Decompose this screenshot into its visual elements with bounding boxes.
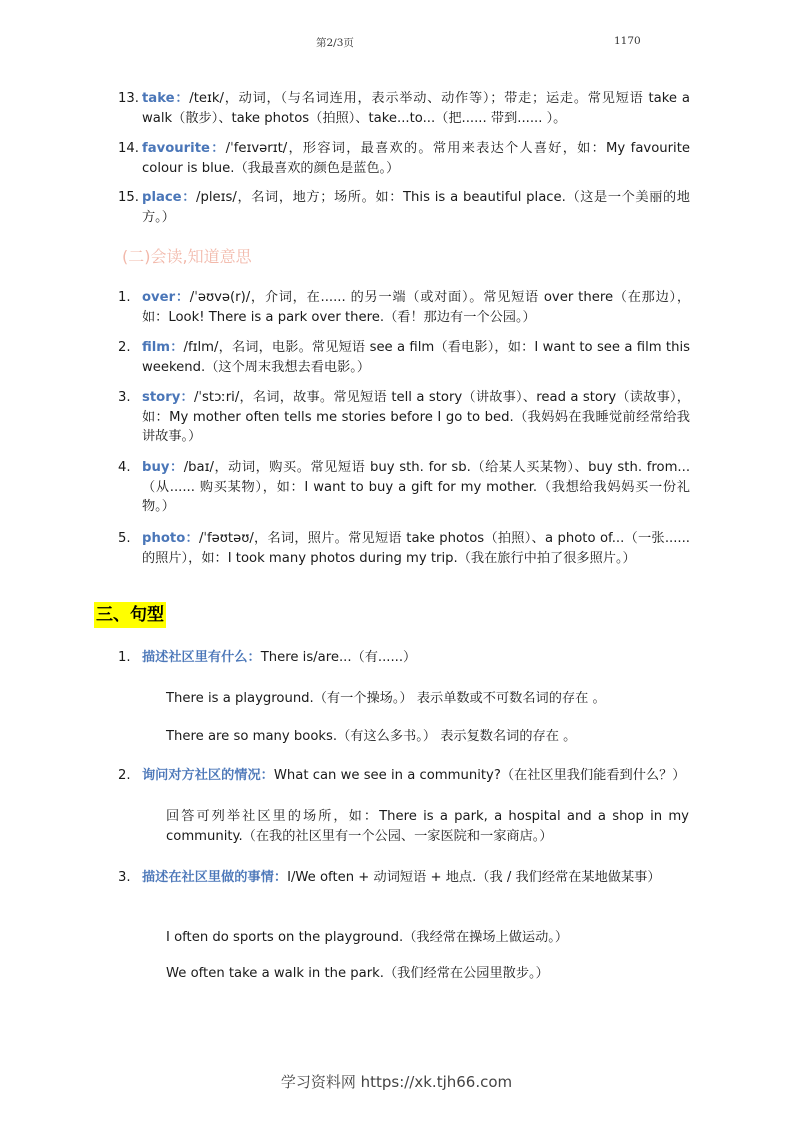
- item-number: 3.: [118, 870, 131, 885]
- vocab-sep: ：: [169, 460, 184, 475]
- item-number: 3.: [118, 390, 131, 405]
- item-number: 5.: [118, 531, 131, 546]
- section-three-heading: 三、句型: [94, 602, 166, 628]
- pattern-item: [118, 648, 690, 668]
- pattern-text: I/We often + 动词短语 + 地点.（我 / 我们经常在某地做某事）: [287, 870, 661, 885]
- item-number: 15.: [118, 190, 139, 205]
- vocab-word: film: [142, 340, 171, 355]
- vocab-definition: /fɪlm/，名词，电影。常见短语 see a film（看电影），如：I want to see a film this weekend.（这个周末我想去看电影。）: [142, 340, 690, 375]
- vocab-item: [118, 139, 690, 178]
- example-sentence: There are so many books.（有这么多书。） 表示复数名词的存在 。: [166, 729, 577, 744]
- vocab-word: buy: [142, 460, 170, 475]
- example-sentence: 回答可列举社区里的场所，如：There is a park, a hospital and a shop in my community.（在我的社区里有一个公园、一家医院和一家商店。）: [166, 809, 689, 844]
- vocab-item: [118, 458, 691, 517]
- vocab-sep: ：: [185, 531, 199, 546]
- page-footer: 学习资料网 https://xk.tjh66.com: [280, 1073, 513, 1091]
- vocab-definition: /teɪk/，动词，（与名词连用，表示举动、动作等）；带走；运走。常见短语 take a walk（散步）、take photos（拍照）、take...to...（把...... 带到...... ）。: [142, 91, 690, 126]
- vocab-definition: /pleɪs/，名词，地方；场所。如：This is a beautiful place.（这是一个美丽的地方。）: [142, 190, 690, 225]
- vocab-item: [118, 89, 690, 128]
- vocab-sep: ：: [181, 190, 197, 205]
- vocab-word: photo: [142, 531, 186, 546]
- vocab-sep: ：: [174, 91, 190, 106]
- vocab-definition: /ˈstɔːri/，名词，故事。常见短语 tell a story（讲故事）、read a story（读故事），如：My mother often tells me stories before I go to bed.（我妈妈在我睡觉前经常给我讲故事。）: [142, 390, 690, 444]
- example-sentence: We often take a walk in the park.（我们经常在公园里散步。）: [166, 966, 549, 981]
- item-number: 2.: [118, 768, 131, 783]
- item-number: 2.: [118, 340, 131, 355]
- vocab-definition: /baɪ/，动词，购买。常见短语 buy sth. for sb.（给某人买某物）、buy sth. from...（从...... 购买某物），如：I want to buy a gift for my mother.（我想给我妈妈买一份礼物。）: [142, 460, 691, 514]
- vocab-sep: ：: [170, 340, 184, 355]
- item-number: 14.: [118, 141, 139, 156]
- pattern-title: 询问对方社区的情况：: [142, 768, 274, 783]
- vocab-sep: ：: [175, 290, 190, 305]
- page-number: 第2/3页: [316, 37, 354, 49]
- pattern-text: There is/are...（有......）: [260, 650, 417, 665]
- vocab-definition: /ˈfeɪvərɪt/，形容词，最喜欢的。常用来表达个人喜好，如：My favourite colour is blue.（我最喜欢的颜色是蓝色。）: [142, 141, 690, 176]
- document-id: 1170: [614, 35, 641, 47]
- pattern-text: What can we see in a community?（在社区里我们能看到什么？）: [273, 768, 686, 783]
- section-two-heading: (二)会读,知道意思: [122, 247, 252, 266]
- pattern-title: 描述社区里有什么：: [142, 650, 261, 665]
- example-sentence: I often do sports on the playground.（我经常在操场上做运动。）: [166, 930, 569, 945]
- pattern-item: [118, 766, 690, 786]
- vocab-sep: ：: [180, 390, 194, 405]
- vocab-word: place: [142, 190, 182, 205]
- item-number: 13.: [118, 91, 139, 106]
- vocab-item: [118, 529, 691, 568]
- vocab-word: story: [142, 390, 181, 405]
- item-number: 1.: [118, 290, 131, 305]
- pattern-title: 描述在社区里做的事情：: [142, 870, 288, 885]
- vocab-word: over: [142, 290, 176, 305]
- vocab-word: favourite: [142, 141, 210, 156]
- vocab-sep: ：: [209, 141, 226, 156]
- vocab-word: take: [142, 91, 175, 106]
- item-number: 1.: [118, 650, 131, 665]
- vocab-definition: /ˈəʊvə(r)/，介词，在...... 的另一端（或对面）。常见短语 over there（在那边），如：Look! There is a park over there.（看！那边有一个公园。）: [142, 290, 691, 325]
- vocab-item: [118, 288, 691, 327]
- item-number: 4.: [118, 460, 131, 475]
- vocab-item: [118, 338, 690, 377]
- vocab-definition: /ˈfəʊtəʊ/，名词，照片。常见短语 take photos（拍照）、a photo of...（一张...... 的照片），如：I took many photos during my trip.（我在旅行中拍了很多照片。）: [142, 531, 691, 566]
- pattern-item: [118, 868, 690, 888]
- vocab-item: [118, 188, 690, 227]
- example-sentence: There is a playground.（有一个操场。） 表示单数或不可数名词的存在 。: [166, 691, 606, 706]
- vocab-item: [118, 388, 690, 447]
